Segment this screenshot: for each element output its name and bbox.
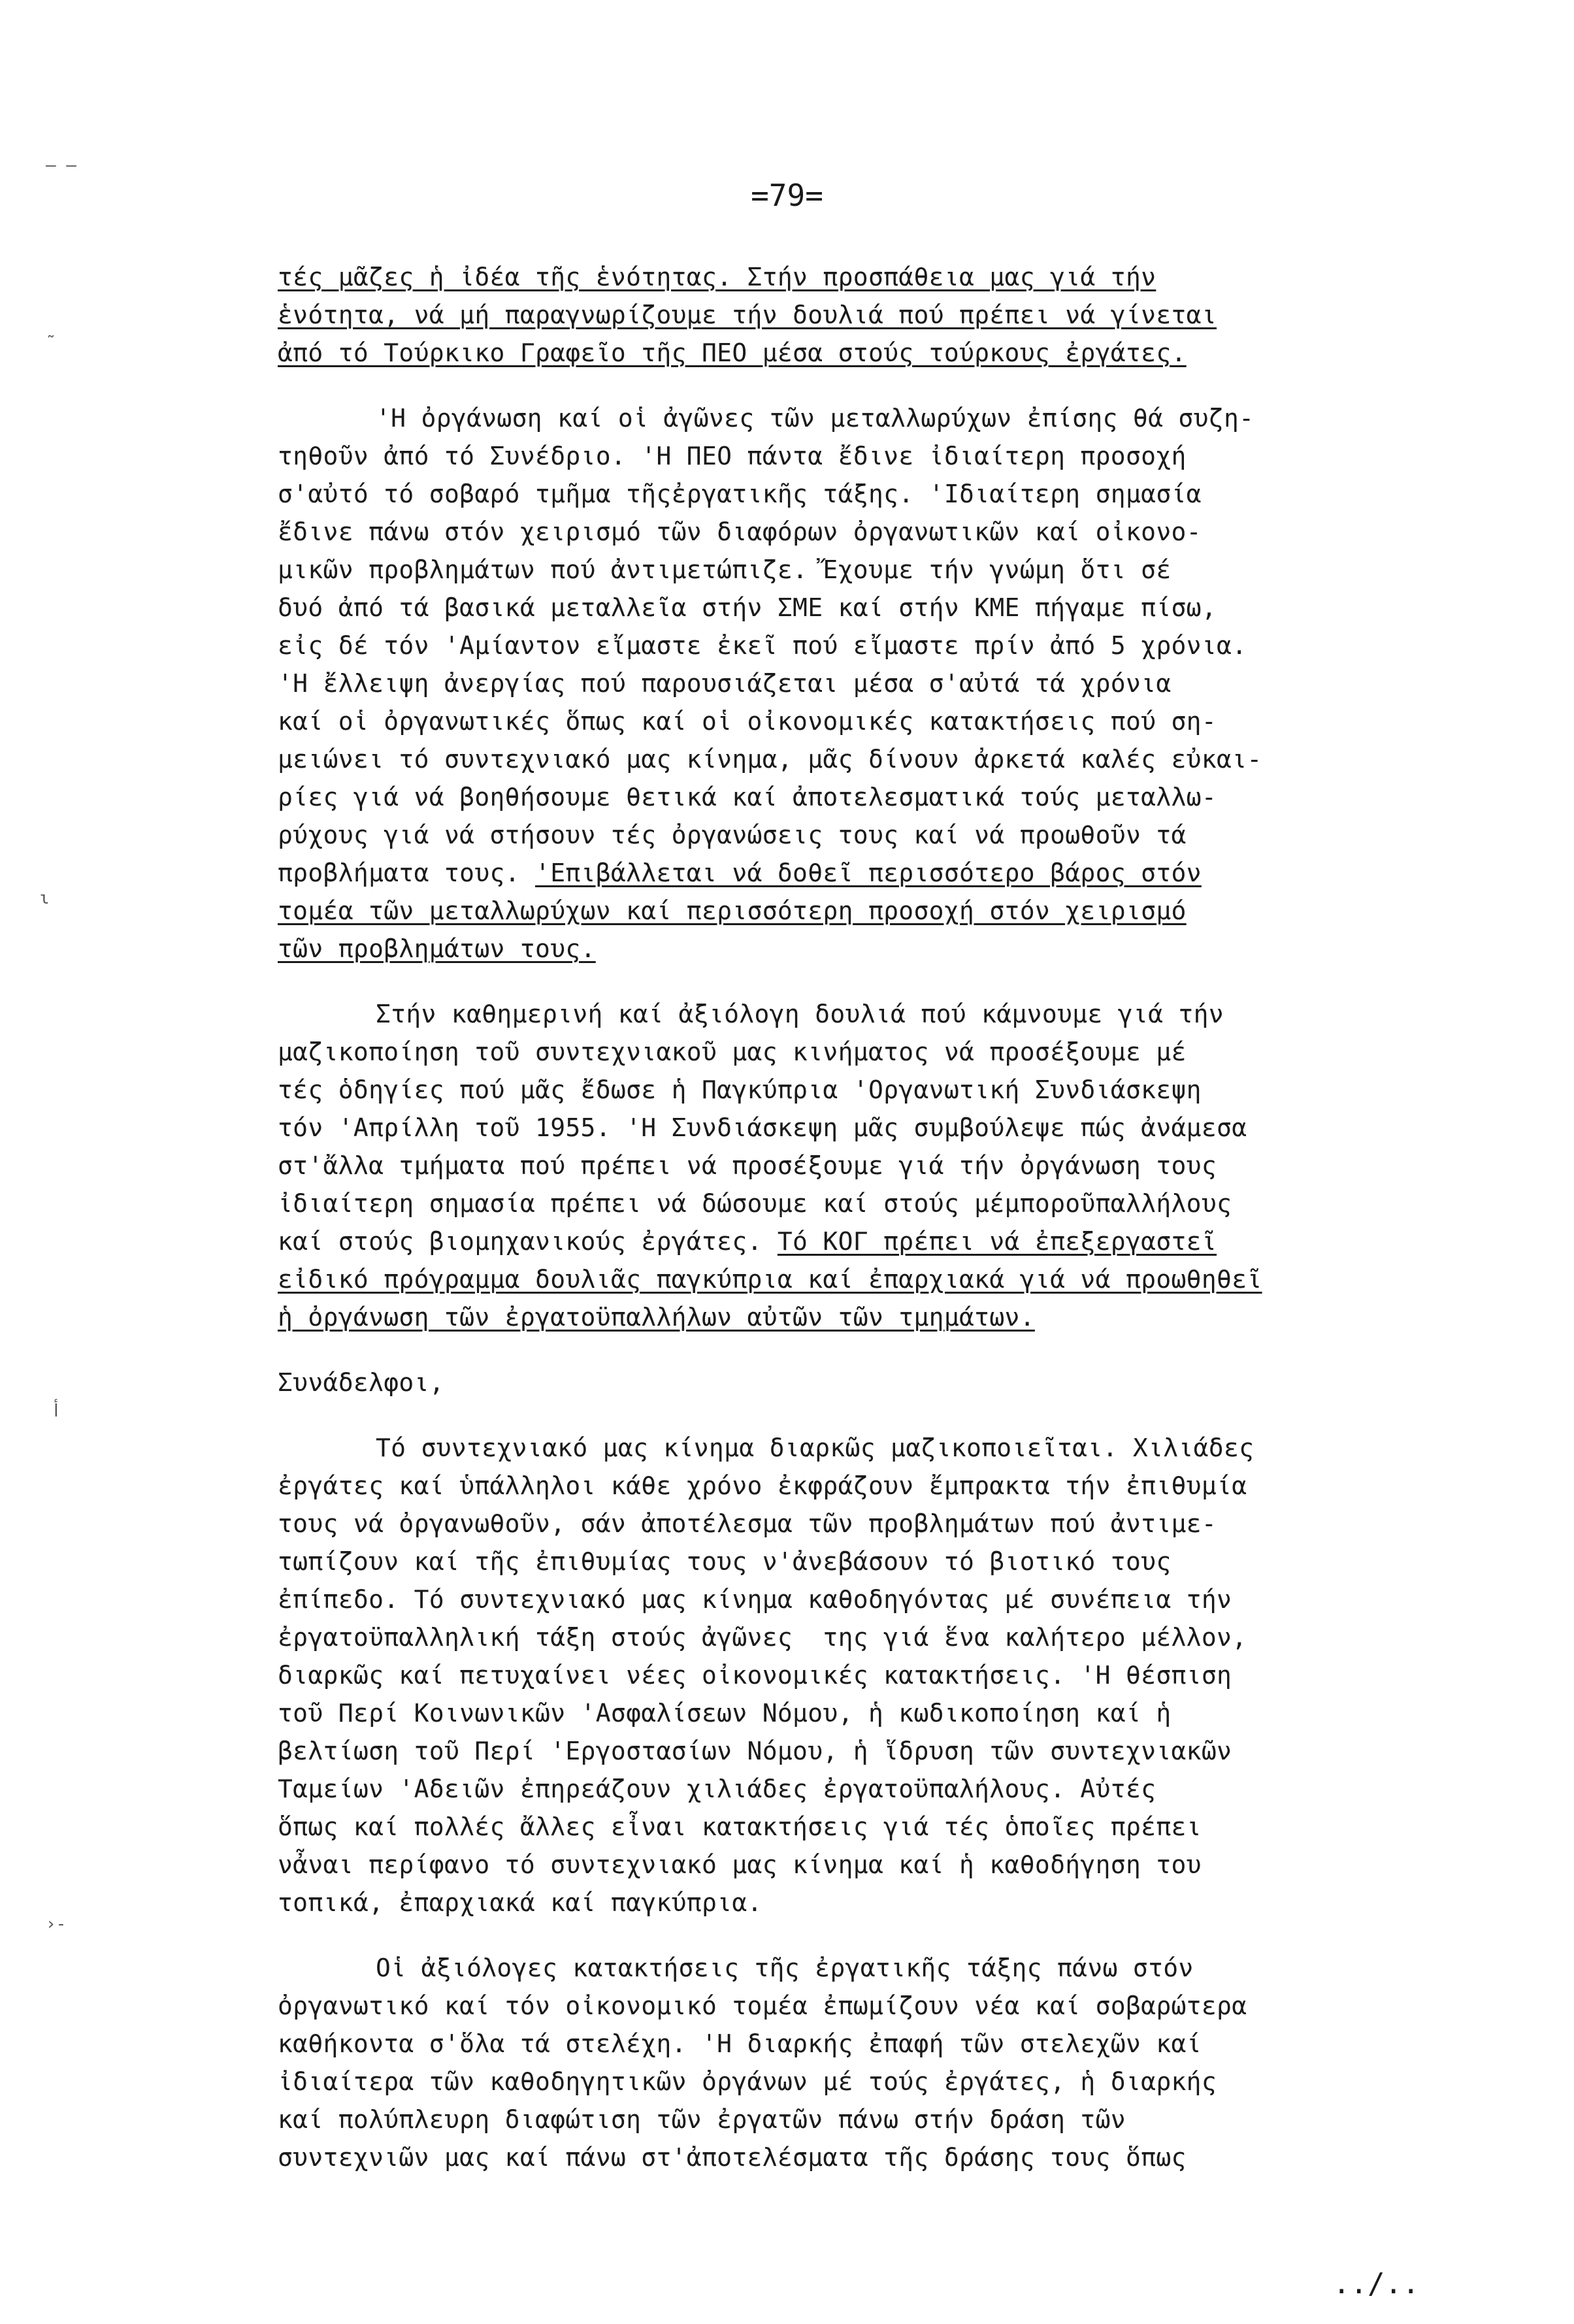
text-line <box>278 1364 1519 1401</box>
underlined-text: ἀπό τό Τούρκικο Γραφεῖο τῆς ΠΕΟ μέσα στούς τούρκους ἐργάτες. <box>278 338 1187 367</box>
text-segment: ἐργάτες καί ὑπάλληλοι κάθε χρόνο ἐκφράζουν ἔμπρακτα τήν ἐπιθυμία <box>278 1471 1247 1500</box>
text-line <box>278 2063 1519 2101</box>
text-line <box>278 1770 1519 1808</box>
text-line <box>278 1033 1519 1071</box>
margin-mark: ﺃ <box>51 1401 61 1421</box>
margin-mark: ɩ <box>39 889 50 908</box>
text-segment: Στήν καθημερινή καί ἀξιόλογη δουλιά πού κάμνουμε γιά τήν <box>376 1000 1224 1028</box>
text-line <box>278 2138 1519 2176</box>
text-line <box>278 1987 1519 2025</box>
text-line <box>278 627 1519 664</box>
text-line <box>278 1543 1519 1580</box>
text-segment: προβλήματα τους. <box>278 859 536 887</box>
margin-mark: — — <box>46 155 76 175</box>
underlined-text: εἰδικό πρόγραμμα δουλιᾶς παγκύπρια καί ἐπαρχιακά γιά νά προωθηθεῖ <box>278 1265 1262 1294</box>
text-line <box>278 702 1519 740</box>
margin-mark: ˜ <box>46 333 56 353</box>
text-line <box>278 892 1519 930</box>
page-number: =79= <box>751 178 823 213</box>
text-line <box>278 995 1519 1033</box>
text-line <box>278 1147 1519 1185</box>
text-line <box>278 778 1519 816</box>
continuation-mark: ../.. <box>1333 2267 1420 2300</box>
paragraph <box>278 1429 1519 1922</box>
text-segment: ἰδιαίτερα τῶν καθοδηγητικῶν ὀργάνων μέ τούς ἐργάτες, ἡ διαρκής <box>278 2067 1217 2096</box>
document-body <box>278 258 1519 2176</box>
text-segment: 'Η ὀργάνωση καί οἱ ἀγῶνες τῶν μεταλλωρύχων ἐπίσης θά συζη- <box>376 404 1254 433</box>
text-segment: καί στούς βιομηχανικούς ἐργάτες. <box>278 1227 778 1256</box>
text-line <box>278 1429 1519 1467</box>
text-line <box>278 437 1519 475</box>
text-line <box>278 816 1519 854</box>
text-line <box>278 1260 1519 1298</box>
text-line <box>278 1222 1519 1260</box>
text-line <box>278 1884 1519 1922</box>
text-segment: καί πολύπλευρη διαφώτιση τῶν ἐργατῶν πάνω στήν δράση τῶν <box>278 2105 1126 2134</box>
text-line <box>278 475 1519 513</box>
paragraph <box>278 1364 1519 1401</box>
text-segment: ὅπως καί πολλές ἄλλες εἶναι κατακτήσεις γιά τές ὁποῖες πρέπει <box>278 1812 1202 1841</box>
text-line <box>278 399 1519 437</box>
paragraph-gap <box>278 1336 1519 1364</box>
text-segment: δυό ἀπό τά βασικά μεταλλεῖα στήν ΣΜΕ καί στήν ΚΜΕ πήγαμε πίσω, <box>278 593 1217 622</box>
text-segment: 'Η ἔλλειψη ἀνεργίας πού παρουσιάζεται μέσα σ'αὐτά τά χρόνια <box>278 669 1172 698</box>
text-segment: ρύχους γιά νά στήσουν τές ὀργανώσεις τους καί νά προωθοῦν τά <box>278 821 1187 849</box>
text-line <box>278 854 1519 892</box>
text-segment: ρίες γιά νά βοηθήσουμε θετικά καί ἀποτελεσματικά τούς μεταλλω- <box>278 783 1217 811</box>
text-segment: μειώνει τό συντεχνιακό μας κίνημα, μᾶς δίνουν ἀρκετά καλές εὐκαι- <box>278 745 1262 774</box>
text-segment: στ'ἄλλα τμήματα πού πρέπει νά προσέξουμε γιά τήν ὀργάνωση τους <box>278 1151 1217 1180</box>
underlined-text: ἡ ὀργάνωση τῶν ἐργατοϋπαλλήλων αὐτῶν τῶν τμημάτων. <box>278 1303 1035 1332</box>
text-line <box>278 1071 1519 1109</box>
text-segment: τηθοῦν ἀπό τό Συνέδριο. 'Η ΠΕΟ πάντα ἔδινε ἰδιαίτερη προσοχή <box>278 442 1187 470</box>
text-line <box>278 258 1519 296</box>
paragraph-gap <box>278 1401 1519 1429</box>
paragraph <box>278 258 1519 372</box>
text-segment: βελτίωση τοῦ Περί 'Εργοστασίων Νόμου, ἡ ἵδρυση τῶν συντεχνιακῶν <box>278 1737 1232 1765</box>
text-line <box>278 1109 1519 1147</box>
underlined-text: τές μᾶζες ἡ ἰδέα τῆς ἑνότητας. Στήν προσπάθεια μας γιά τήν <box>278 263 1156 291</box>
text-segment: καθήκοντα σ'ὅλα τά στελέχη. 'Η διαρκής ἐπαφή τῶν στελεχῶν καί <box>278 2029 1202 2058</box>
text-segment: τωπίζουν καί τῆς ἐπιθυμίας τους ν'ἀνεβάσουν τό βιοτικό τους <box>278 1547 1172 1576</box>
text-segment: ὀργανωτικό καί τόν οἰκονομικό τομέα ἐπωμίζουν νέα καί σοβαρώτερα <box>278 1991 1247 2020</box>
underlined-text: τῶν προβλημάτων τους. <box>278 934 596 963</box>
text-line <box>278 1808 1519 1846</box>
text-line <box>278 551 1519 589</box>
text-segment: μικῶν προβλημάτων πού ἀντιμετώπιζε. Ἔχουμε τήν γνώμη ὅτι σέ <box>278 555 1172 584</box>
text-line <box>278 1467 1519 1505</box>
text-line <box>278 2101 1519 2138</box>
text-line <box>278 1846 1519 1884</box>
text-segment: νἆναι περίφανο τό συντεχνιακό μας κίνημα καί ἡ καθοδήγηση του <box>278 1850 1202 1879</box>
text-line <box>278 334 1519 372</box>
paragraph-gap <box>278 372 1519 399</box>
text-segment: διαρκῶς καί πετυχαίνει νέες οἰκονομικές κατακτήσεις. 'Η θέσπιση <box>278 1661 1232 1690</box>
paragraph <box>278 1949 1519 2176</box>
text-line <box>278 740 1519 778</box>
text-line <box>278 1580 1519 1618</box>
text-segment: ἰδιαίτερη σημασία πρέπει νά δώσουμε καί στούς μέμποροῦπαλλήλους <box>278 1189 1232 1218</box>
text-line <box>278 296 1519 334</box>
text-segment: μαζικοποίηση τοῦ συντεχνιακοῦ μας κινήματος νά προσέξουμε μέ <box>278 1038 1187 1066</box>
text-segment: συντεχνιῶν μας καί πάνω στ'ἀποτελέσματα τῆς δράσης τους ὅπως <box>278 2143 1187 2172</box>
text-segment: τους νά ὀργανωθοῦν, σάν ἀποτέλεσμα τῶν προβλημάτων πού ἀντιμε- <box>278 1509 1217 1538</box>
text-segment: ἐπίπεδο. Τό συντεχνιακό μας κίνημα καθοδηγόντας μέ συνέπεια τήν <box>278 1585 1232 1614</box>
text-segment: ἐργατοϋπαλληλική τάξη στούς ἀγῶνες της γιά ἕνα καλήτερο μέλλον, <box>278 1623 1247 1652</box>
text-line <box>278 664 1519 702</box>
underlined-text: 'Επιβάλλεται νά δοθεῖ περισσότερο βάρος στόν <box>535 859 1202 887</box>
paragraph <box>278 995 1519 1336</box>
text-line <box>278 2025 1519 2063</box>
text-line <box>278 513 1519 551</box>
text-line <box>278 1185 1519 1222</box>
paragraph-gap <box>278 968 1519 995</box>
text-line <box>278 1656 1519 1694</box>
text-segment: Ταμείων 'Αδειῶν ἐπηρεάζουν χιλιάδες ἐργατοϋπαλήλους. Αὐτές <box>278 1775 1156 1803</box>
paragraph-gap <box>278 1922 1519 1949</box>
text-segment: εἰς δέ τόν 'Αμίαντον εἴμαστε ἐκεῖ πού εἴμαστε πρίν ἀπό 5 χρόνια. <box>278 631 1247 660</box>
text-segment: τές ὁδηγίες πού μᾶς ἔδωσε ἡ Παγκύπρια 'Οργανωτική Συνδιάσκεψη <box>278 1075 1202 1104</box>
text-segment: Συνάδελφοι, <box>278 1368 444 1397</box>
text-segment: Τό συντεχνιακό μας κίνημα διαρκῶς μαζικοποιεῖται. Χιλιάδες <box>376 1433 1254 1462</box>
text-segment: τοπικά, ἐπαρχιακά καί παγκύπρια. <box>278 1888 762 1917</box>
text-segment: τοῦ Περί Κοινωνικῶν 'Ασφαλίσεων Νόμου, ἡ κωδικοποίηση καί ἡ <box>278 1699 1172 1727</box>
text-segment: Οἱ ἀξιόλογες κατακτήσεις τῆς ἐργατικῆς τάξης πάνω στόν <box>376 1954 1194 1982</box>
underlined-text: Τό ΚΟΓ πρέπει νά ἐπεξεργαστεῖ <box>777 1227 1217 1256</box>
text-line <box>278 1618 1519 1656</box>
text-line <box>278 1694 1519 1732</box>
text-line <box>278 1732 1519 1770</box>
text-line <box>278 589 1519 627</box>
margin-mark: ›- <box>46 1914 67 1934</box>
text-segment: ἔδινε πάνω στόν χειρισμό τῶν διαφόρων ὀργανωτικῶν καί οἰκονο- <box>278 517 1202 546</box>
text-line <box>278 1505 1519 1543</box>
text-segment: τόν 'Απρίλλη τοῦ 1955. 'Η Συνδιάσκεψη μᾶς συμβούλεψε πώς ἀνάμεσα <box>278 1113 1247 1142</box>
text-line <box>278 930 1519 968</box>
text-line <box>278 1298 1519 1336</box>
text-line <box>278 1949 1519 1987</box>
underlined-text: ἑνότητα, νά μή παραγνωρίζουμε τήν δουλιά πού πρέπει νά γίνεται <box>278 301 1217 329</box>
underlined-text: τομέα τῶν μεταλλωρύχων καί περισσότερη προσοχή στόν χειρισμό <box>278 896 1187 925</box>
text-segment: καί οἱ ὀργανωτικές ὅπως καί οἱ οἰκονομικές κατακτήσεις πού ση- <box>278 707 1217 736</box>
text-segment: σ'αὐτό τό σοβαρό τμῆμα τῆςἐργατικῆς τάξης. 'Ιδιαίτερη σημασία <box>278 480 1202 508</box>
paragraph <box>278 399 1519 968</box>
